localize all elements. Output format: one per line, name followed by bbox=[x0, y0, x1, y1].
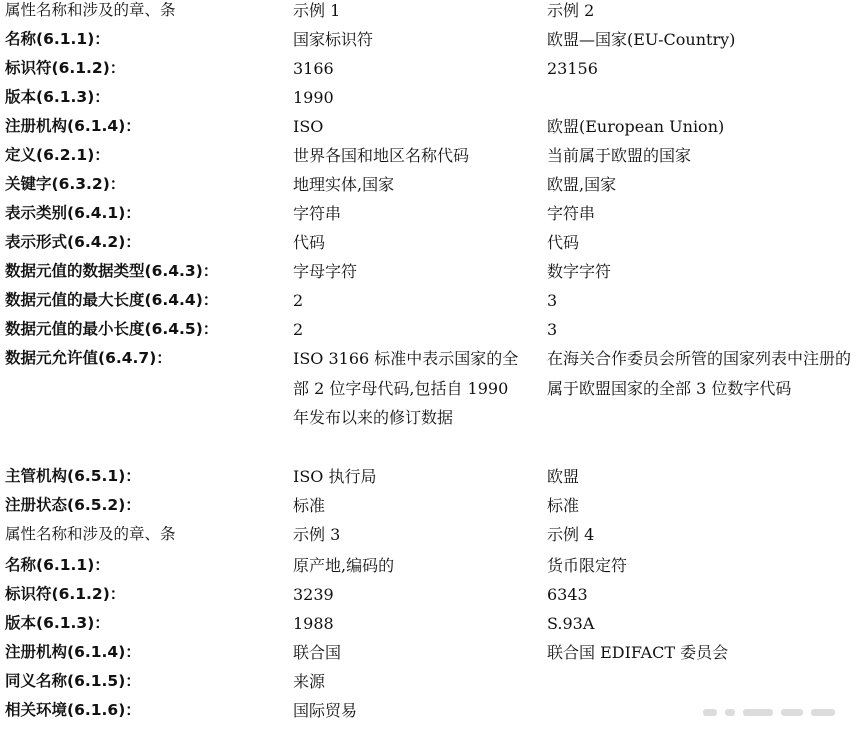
row-label: 注册机构(6.1.4)： bbox=[5, 117, 141, 135]
example-1-value: 国家标识符 bbox=[293, 30, 374, 49]
row-label: 关键字(6.3.2)： bbox=[5, 175, 126, 193]
example-2-value: 代码 bbox=[547, 233, 580, 252]
row-label: 注册状态(6.5.2)： bbox=[5, 496, 141, 514]
example-1-value: 地理实体,国家 bbox=[293, 175, 395, 194]
example-1-value: 2 bbox=[293, 320, 304, 339]
example-3-value: 1988 bbox=[293, 614, 334, 633]
example-4-value: S.93A bbox=[547, 614, 595, 633]
example-1-value: ISO 3166 标准中表示国家的全部 2 位字母代码,包括自 1990 年发布以来的修订数据 bbox=[293, 349, 519, 427]
row-label: 版本(6.1.3)： bbox=[5, 614, 110, 632]
example-1-value: 示例 1 bbox=[293, 1, 341, 20]
example-2-value: 3 bbox=[547, 291, 558, 310]
example-1-value: 字母字符 bbox=[293, 262, 358, 281]
example-1-value: ISO 执行局 bbox=[293, 467, 377, 486]
row-label: 注册机构(6.1.4)： bbox=[5, 643, 141, 661]
row-label: 数据元值的数据类型(6.4.3)： bbox=[5, 262, 219, 280]
example-4-value: 联合国 EDIFACT 委员会 bbox=[547, 643, 729, 662]
row-label: 数据元允许值(6.4.7)： bbox=[5, 349, 172, 367]
row-label: 名称(6.1.1)： bbox=[5, 556, 110, 574]
example-2-value: 3 bbox=[547, 320, 558, 339]
example-2-value: 欧盟—国家(EU-Country) bbox=[547, 30, 736, 49]
example-2-value: 23156 bbox=[547, 59, 598, 78]
example-2-value: 欧盟 bbox=[547, 467, 580, 486]
row-label: 相关环境(6.1.6)： bbox=[5, 701, 141, 719]
example-2-value: 在海关合作委员会所管的国家列表中注册的属于欧盟国家的全部 3 位数字代码 bbox=[547, 349, 852, 398]
example-3-value: 3239 bbox=[293, 585, 334, 604]
row-label: 主管机构(6.5.1)： bbox=[5, 467, 141, 485]
row-label: 表示类别(6.4.1)： bbox=[5, 204, 141, 222]
example-1-value: ISO bbox=[293, 117, 324, 136]
row-label: 表示形式(6.4.2)： bbox=[5, 233, 141, 251]
example-4-value: 6343 bbox=[547, 585, 588, 604]
example-2-value: 示例 2 bbox=[547, 1, 595, 20]
example-1-value: 2 bbox=[293, 291, 304, 310]
example-3-value: 联合国 bbox=[293, 643, 342, 662]
row-label: 标识符(6.1.2)： bbox=[5, 585, 126, 603]
example-2-value: 欧盟(European Union) bbox=[547, 117, 725, 136]
row-label: 标识符(6.1.2)： bbox=[5, 59, 126, 77]
example-3-value: 国际贸易 bbox=[293, 701, 358, 720]
example-4-value: 货币限定符 bbox=[547, 556, 628, 575]
row-label: 同义名称(6.1.5)： bbox=[5, 672, 141, 690]
row-label: 属性名称和涉及的章、条 bbox=[5, 525, 176, 543]
row-label: 属性名称和涉及的章、条 bbox=[5, 1, 176, 19]
example-2-value: 数字字符 bbox=[547, 262, 612, 281]
example-1-value: 字符串 bbox=[293, 204, 342, 223]
example-4-value: 示例 4 bbox=[547, 525, 595, 544]
row-label: 数据元值的最小长度(6.4.5)： bbox=[5, 320, 219, 338]
example-1-value: 1990 bbox=[293, 88, 334, 107]
example-1-value: 3166 bbox=[293, 59, 334, 78]
row-label: 定义(6.2.1)： bbox=[5, 146, 110, 164]
example-1-value: 标准 bbox=[293, 496, 326, 515]
example-2-value: 欧盟,国家 bbox=[547, 175, 617, 194]
blurred-watermark bbox=[703, 703, 835, 721]
example-2-value: 标准 bbox=[547, 496, 580, 515]
example-3-value: 原产地,编码的 bbox=[293, 556, 395, 575]
example-1-value: 代码 bbox=[293, 233, 326, 252]
example-3-value: 示例 3 bbox=[293, 525, 341, 544]
row-label: 名称(6.1.1)： bbox=[5, 30, 110, 48]
example-2-value: 字符串 bbox=[547, 204, 596, 223]
row-label: 版本(6.1.3)： bbox=[5, 88, 110, 106]
example-2-value: 当前属于欧盟的国家 bbox=[547, 146, 692, 165]
example-1-value: 世界各国和地区名称代码 bbox=[293, 146, 470, 165]
example-3-value: 来源 bbox=[293, 672, 326, 691]
row-label: 数据元值的最大长度(6.4.4)： bbox=[5, 291, 219, 309]
